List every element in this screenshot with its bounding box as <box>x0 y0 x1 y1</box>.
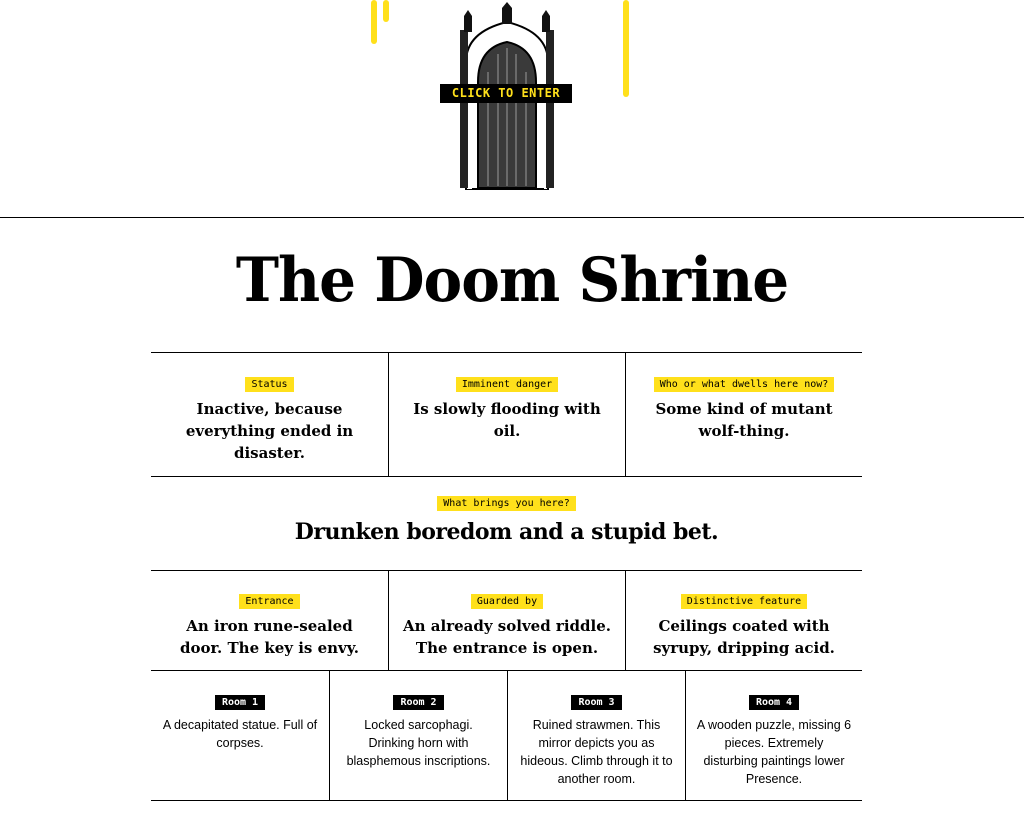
danger-cell <box>388 353 625 477</box>
guard-cell <box>388 571 625 671</box>
dweller-label: Who or what dwells here now? <box>654 377 835 392</box>
room-label: Room 3 <box>571 695 621 710</box>
hero-section <box>0 0 1024 218</box>
feature-label: Distinctive feature <box>681 594 807 609</box>
room-label: Room 1 <box>215 695 265 710</box>
room-cell <box>329 671 507 800</box>
room-description: Ruined strawmen. This mirror depicts you as hideous. Climb through it to another room. <box>520 718 673 786</box>
reason-section <box>151 476 862 571</box>
paint-drip <box>383 0 389 22</box>
room-description: Locked sarcophagi. Drinking horn with blasphemous inscriptions. <box>346 718 491 768</box>
rooms-row <box>151 670 862 801</box>
status-label: Status <box>245 377 293 392</box>
room-cell <box>685 671 862 800</box>
paint-drip <box>623 0 629 97</box>
dweller-cell <box>625 353 862 477</box>
room-cell <box>507 671 685 800</box>
info-row-top <box>151 352 862 477</box>
feature-value: Ceilings coated with syrupy, dripping acid. <box>653 617 835 657</box>
entrance-label: Entrance <box>239 594 299 609</box>
guard-value: An already solved riddle. The entrance is open. <box>403 617 611 657</box>
entrance-cell <box>151 571 388 671</box>
entrance-value: An iron rune-sealed door. The key is envy. <box>180 617 359 657</box>
feature-cell <box>625 571 862 671</box>
guard-label: Guarded by <box>471 594 543 609</box>
room-description: A wooden puzzle, missing 6 pieces. Extremely disturbing paintings lower Presence. <box>696 718 852 786</box>
reason-value: Drunken boredom and a stupid bet. <box>294 519 719 545</box>
status-value: Inactive, because everything ended in disaster. <box>185 400 354 462</box>
paint-drip <box>371 0 377 44</box>
room-cell <box>151 671 329 800</box>
dweller-value: Some kind of mutant wolf-thing. <box>655 400 833 440</box>
room-label: Room 4 <box>749 695 799 710</box>
room-description: A decapitated statue. Full of corpses. <box>162 718 318 750</box>
danger-label: Imminent danger <box>456 377 558 392</box>
danger-value: Is slowly flooding with oil. <box>413 400 601 440</box>
enter-button[interactable]: CLICK TO ENTER <box>440 84 572 103</box>
page-title: The Doom Shrine <box>235 244 789 316</box>
info-row-middle <box>151 570 862 671</box>
reason-label: What brings you here? <box>437 496 575 511</box>
room-label: Room 2 <box>393 695 443 710</box>
status-cell <box>151 353 388 477</box>
